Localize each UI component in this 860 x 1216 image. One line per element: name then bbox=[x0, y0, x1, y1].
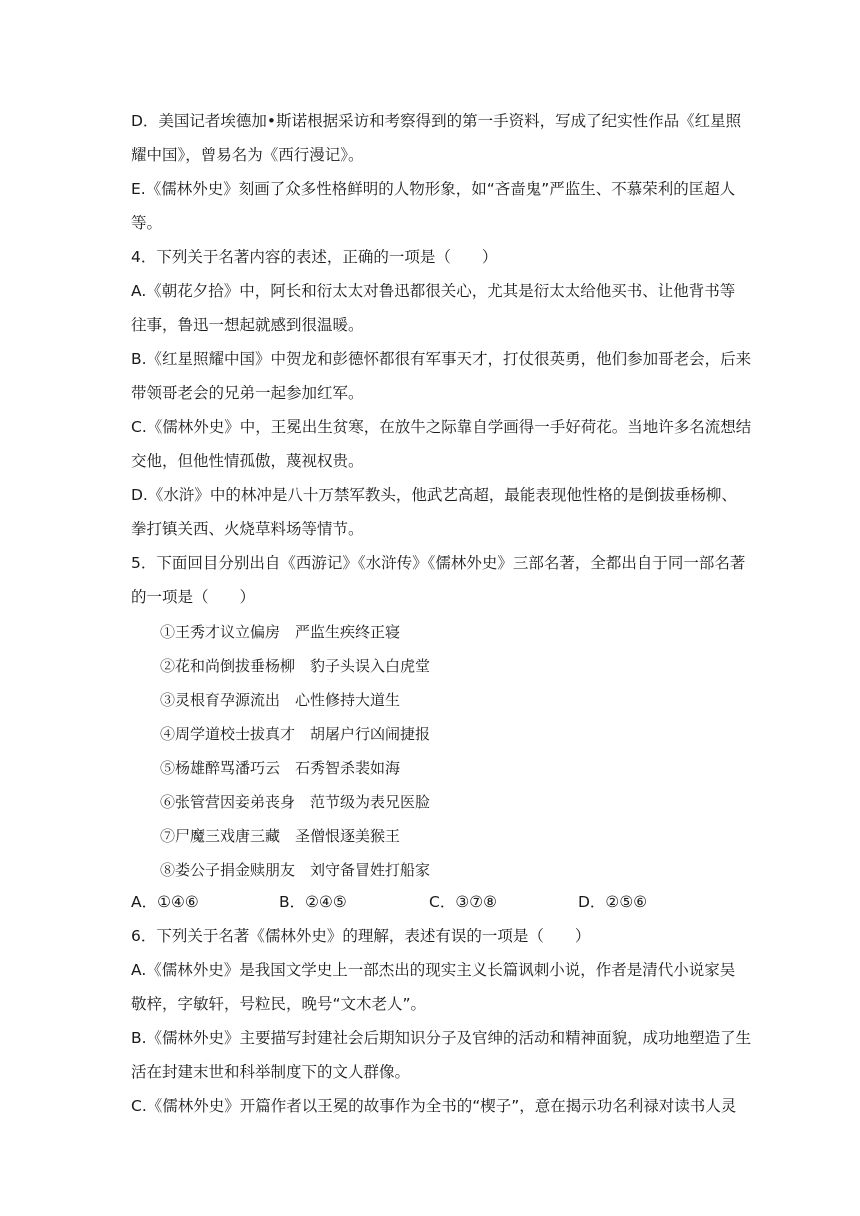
question-4: 4．下列关于名著内容的表述，正确的一项是（ ） bbox=[131, 248, 498, 266]
text-line: C.《儒林外史》中，王冕出生贫寒，在放牛之际靠自学画得一手好荷花。当地许多名流想结 bbox=[131, 418, 752, 436]
chapter-title-item: ⑦尸魔三戏唐三藏 圣僧恨逐美猴王 bbox=[160, 827, 401, 845]
choice-d: D．②⑤⑥ bbox=[578, 893, 648, 911]
text-line: 耀中国》，曾易名为《西行漫记》。 bbox=[131, 146, 364, 164]
text-line: 往事，鲁迅一想起就感到很温暖。 bbox=[131, 316, 364, 334]
text-line: 拳打镇关西、火烧草料场等情节。 bbox=[131, 520, 364, 538]
chapter-title-item: ④周学道校士拔真才 胡屠户行凶闹捷报 bbox=[160, 725, 431, 743]
choice-b: B．②④⑤ bbox=[279, 893, 347, 911]
question-6: 6．下列关于名著《儒林外史》的理解，表述有误的一项是（ ） bbox=[131, 927, 591, 945]
text-line: 敬梓，字敏轩，号粒民，晚号“文木老人”。 bbox=[131, 995, 427, 1013]
text-line: 的一项是（ ） bbox=[131, 588, 256, 606]
text-line: 交他，但他性情孤傲，蔑视权贵。 bbox=[131, 452, 364, 470]
text-line: C.《儒林外史》开篇作者以王冕的故事作为全书的“楔子”，意在揭示功名利禄对读书人灵 bbox=[131, 1097, 737, 1115]
chapter-title-item: ③灵根育孕源流出 心性修持大道生 bbox=[160, 691, 401, 709]
chapter-title-item: ⑥张管营因妾弟丧身 范节级为表兄医脸 bbox=[160, 793, 431, 811]
text-line: B.《红星照耀中国》中贺龙和彭德怀都很有军事天才，打仗很英勇，他们参加哥老会，后来 bbox=[131, 350, 752, 368]
chapter-title-item: ①王秀才议立偏房 严监生疾终正寝 bbox=[160, 623, 401, 641]
choice-a: A．①④⑥ bbox=[131, 893, 199, 911]
text-line: 带领哥老会的兄弟一起参加红军。 bbox=[131, 384, 364, 402]
chapter-title-item: ⑤杨雄醉骂潘巧云 石秀智杀裴如海 bbox=[160, 759, 401, 777]
text-line: A.《朝花夕拾》中，阿长和衍太太对鲁迅都很关心，尤其是衍太太给他买书、让他背书等 bbox=[131, 282, 736, 300]
chapter-title-item: ⑧娄公子捐金赎朋友 刘守备冒姓打船家 bbox=[160, 861, 431, 879]
question-5: 5．下面回目分别出自《西游记》《水浒传》《儒林外史》三部名著，全都出自于同一部名著 bbox=[131, 554, 746, 572]
chapter-title-item: ②花和尚倒拔垂杨柳 豹子头误入白虎堂 bbox=[160, 657, 431, 675]
text-line: B.《儒林外史》主要描写封建社会后期知识分子及官绅的活动和精神面貌，成功地塑造了生 bbox=[131, 1029, 752, 1047]
text-line: 等。 bbox=[131, 214, 163, 232]
text-line: 活在封建末世和科举制度下的文人群像。 bbox=[131, 1063, 411, 1081]
text-line: A.《儒林外史》是我国文学史上一部杰出的现实主义长篇讽刺小说，作者是清代小说家吴 bbox=[131, 961, 736, 979]
text-line: E.《儒林外史》刻画了众多性格鲜明的人物形象，如“吝啬鬼”严监生、不慕荣利的匡超人 bbox=[131, 180, 736, 198]
choice-c: C．③⑦⑧ bbox=[429, 893, 498, 911]
text-line: D.《水浒》中的林冲是八十万禁军教头，他武艺高超，最能表现他性格的是倒拔垂杨柳、 bbox=[131, 486, 737, 504]
text-line: D．美国记者埃德加•斯诺根据采访和考察得到的第一手资料，写成了纪实性作品《红星照 bbox=[131, 112, 742, 130]
